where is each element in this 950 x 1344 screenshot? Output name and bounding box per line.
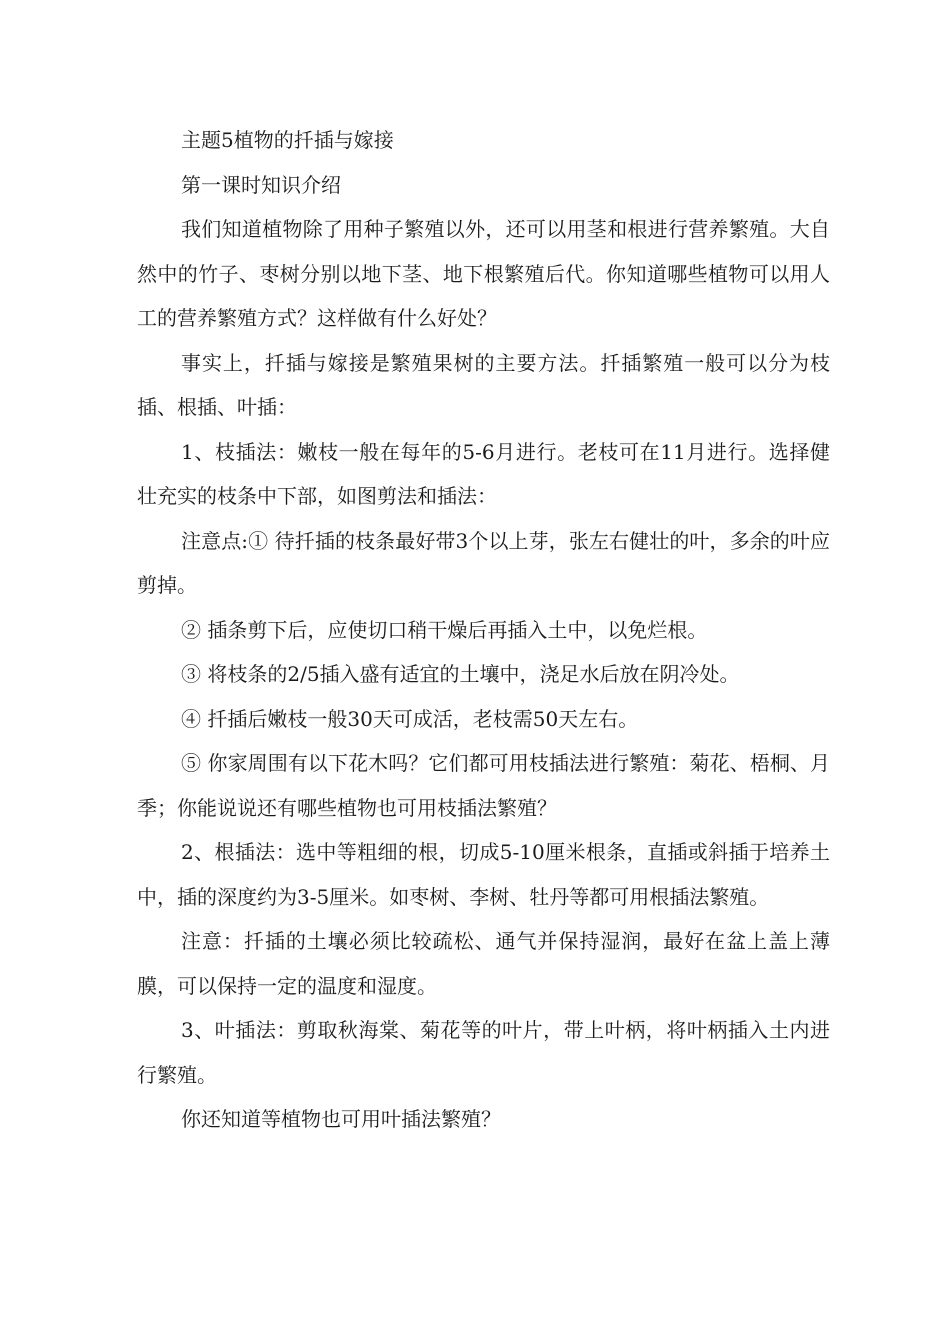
paragraph-leaf-cutting: 3、叶插法：剪取秋海棠、菊花等的叶片，带上叶柄，将叶柄插入土内进行繁殖。: [137, 1018, 830, 1087]
note-point-1: 注意点:① 待扦插的枝条最好带3个以上芽，张左右健壮的叶，多余的叶应剪掉。: [137, 528, 830, 597]
paragraph-methods: 事实上，扦插与嫁接是繁殖果树的主要方法。扦插繁殖一般可以分为枝插、根插、叶插：: [137, 350, 830, 419]
note-point-5: ⑤ 你家周围有以下花木吗？它们都可用枝插法进行繁殖：菊花、梧桐、月季；你能说说还有哪些植物也可用枝插法繁殖？: [137, 751, 830, 820]
paragraph-intro: 我们知道植物除了用种子繁殖以外，还可以用茎和根进行营养繁殖。大自然中的竹子、枣树分别以地下茎、地下根繁殖后代。你知道哪些植物可以用人工的营养繁殖方式？这样做有什么好处？: [137, 217, 830, 330]
paragraph-branch-cutting: 1、枝插法：嫩枝一般在每年的5-6月进行。老枝可在11月进行。选择健壮充实的枝条中下部，如图剪法和插法：: [137, 439, 830, 508]
paragraph-soil-note: 注意：扦插的土壤必须比较疏松、通气并保持湿润，最好在盆上盖上薄膜，可以保持一定的温度和湿度。: [137, 929, 830, 998]
note-point-2: ② 插条剪下后，应使切口稍干燥后再插入土中，以免烂根。: [181, 617, 708, 642]
paragraph-root-cutting: 2、根插法：选中等粗细的根，切成5-10厘米根条，直插或斜插于培养土中，插的深度约为3-5厘米。如枣树、李树、牡丹等都可用根插法繁殖。: [137, 840, 830, 909]
note-point-3: ③ 将枝条的2/5插入盛有适宜的土壤中，浇足水后放在阴冷处。: [181, 662, 740, 686]
note-point-4: ④ 扦插后嫩枝一般30天可成活，老枝需50天左右。: [181, 706, 639, 731]
document-title: 主题5植物的扦插与嫁接: [181, 128, 394, 152]
paragraph-question: 你还知道等植物也可用叶插法繁殖？: [181, 1107, 501, 1131]
document-body: [137, 118, 830, 1142]
document-subtitle: 第一课时知识介绍: [181, 172, 341, 197]
